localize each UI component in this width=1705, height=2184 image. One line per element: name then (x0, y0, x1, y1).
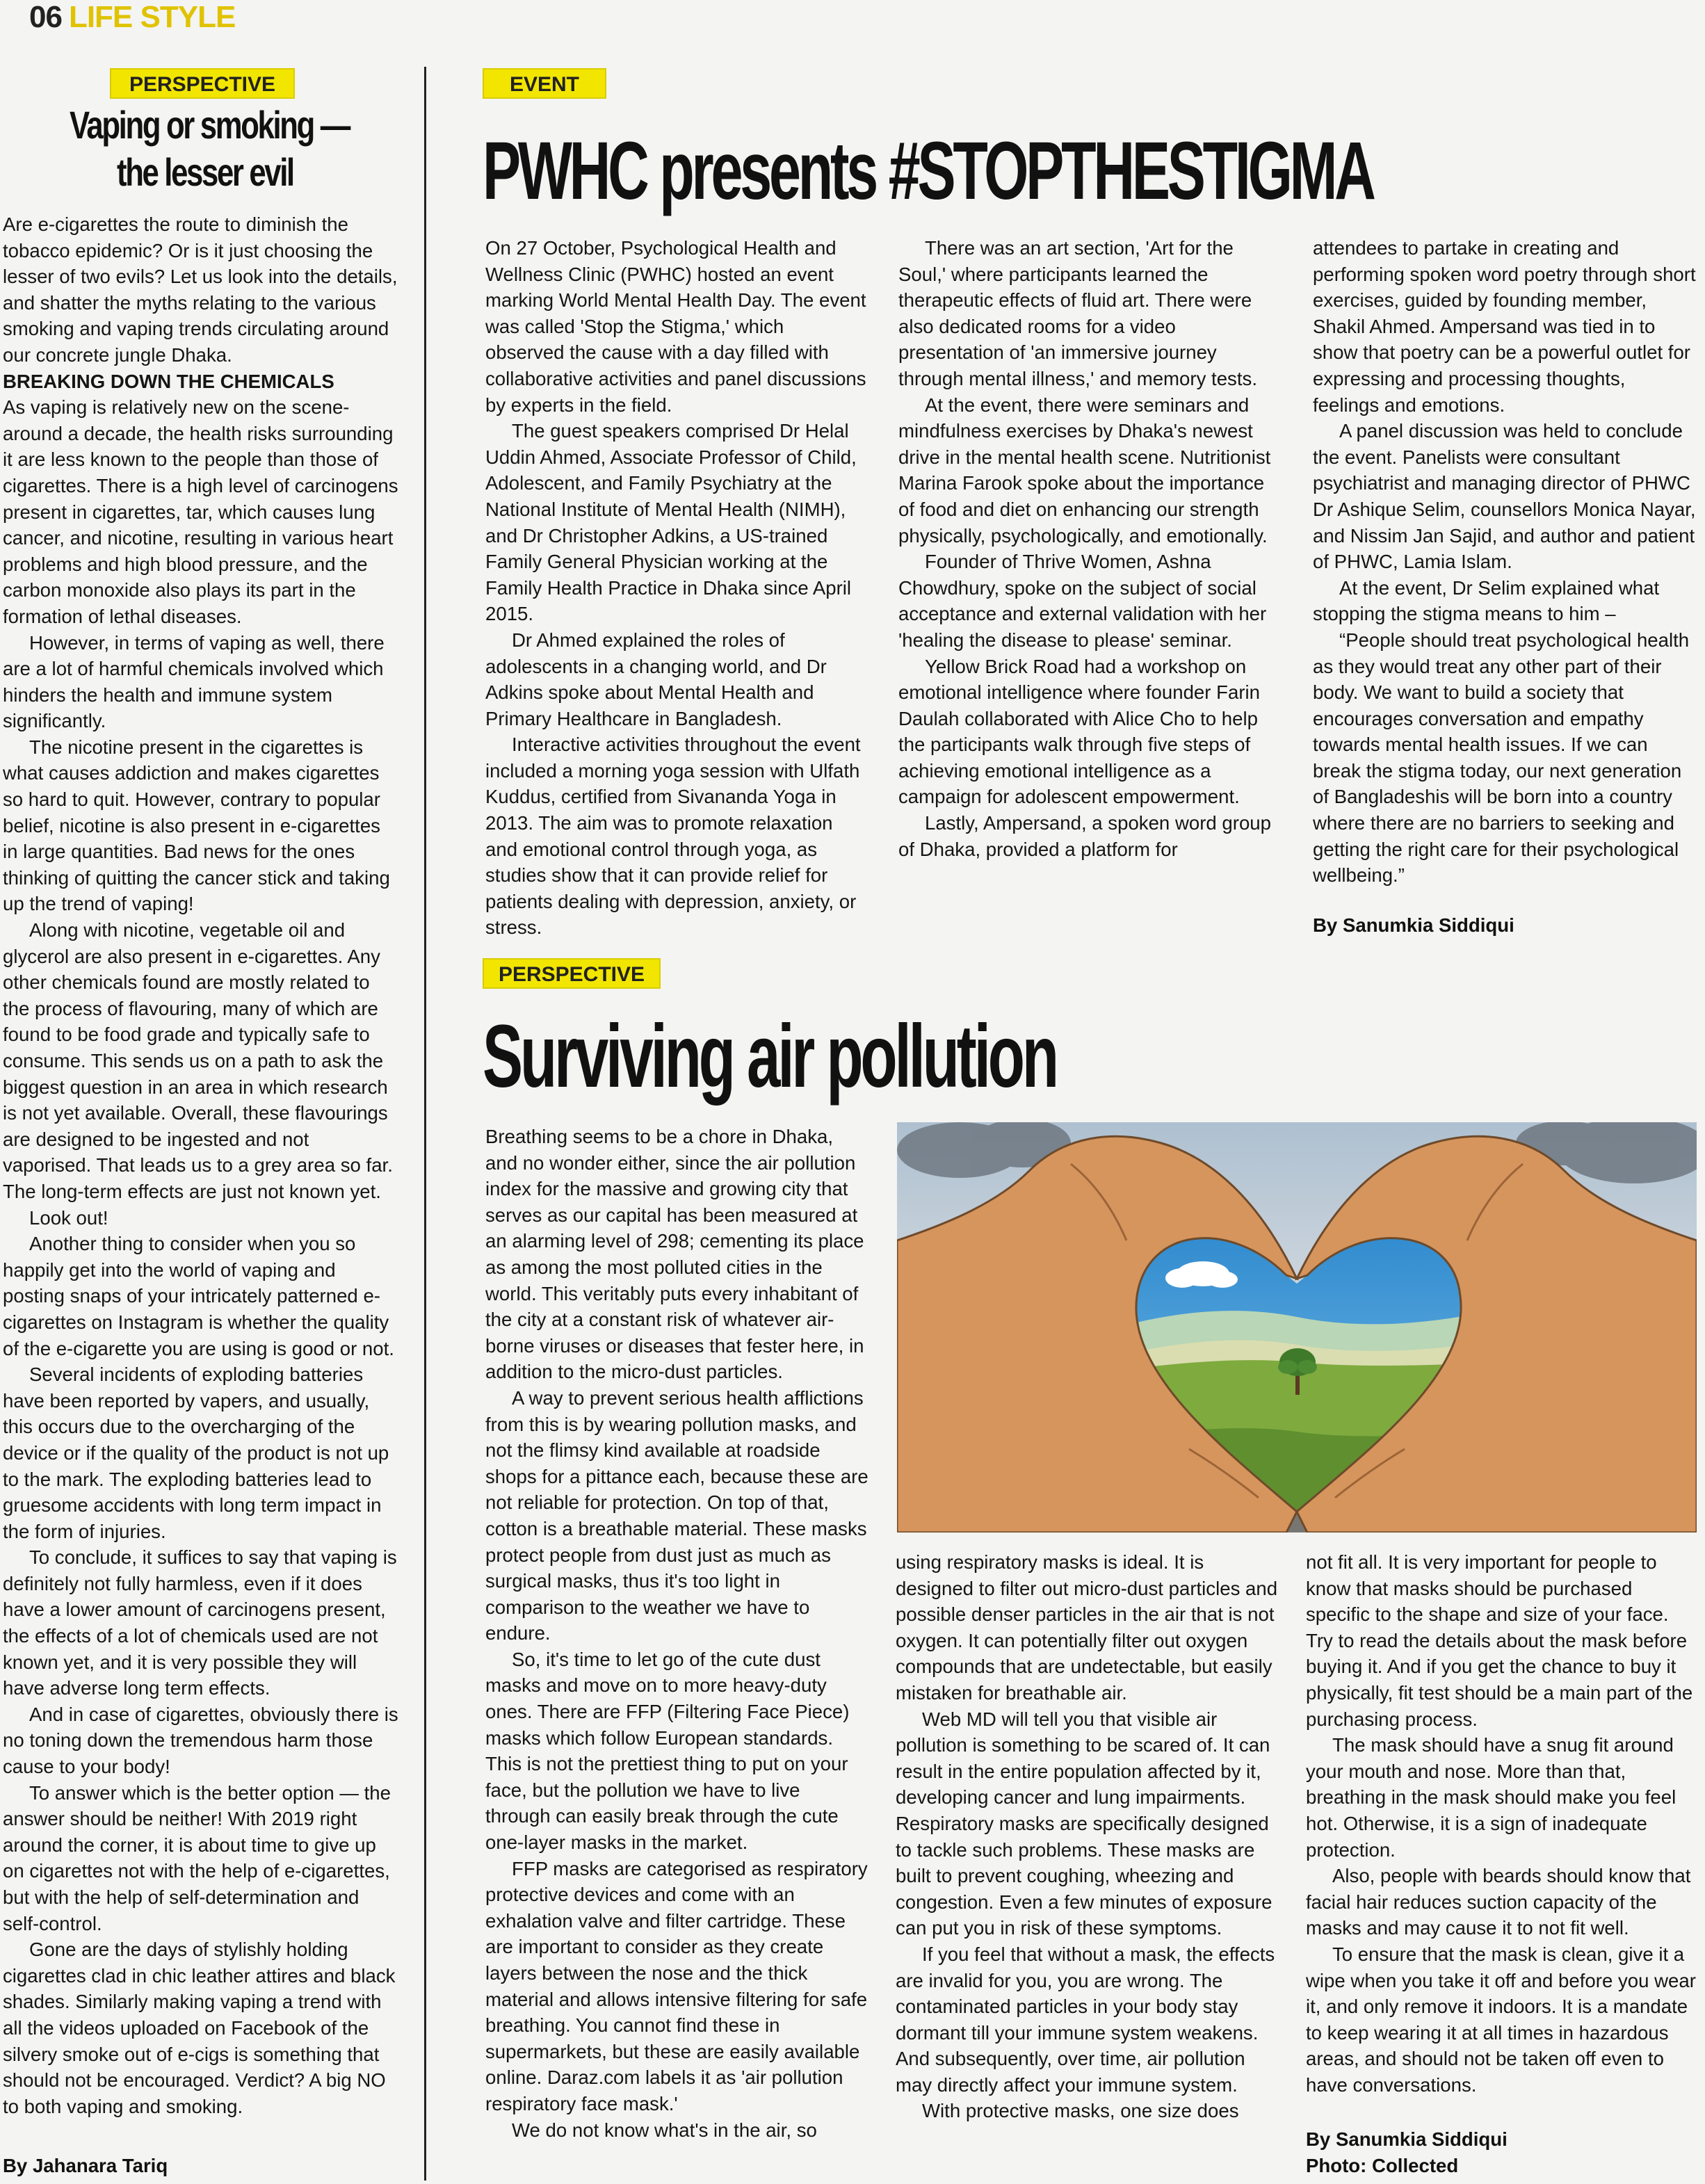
air-paragraph: FFP masks are categorised as respiratory protective devices and come with an exhalation valve and filter cartridge. These are important to consider as they create layers between the nose and the thick material and allows intensive filtering for safe breathing. You cannot find these in supermarkets, but these are easily available online. Daraz.com labels it as 'air pollution respiratory face mask.' (485, 1857, 868, 2114)
pwhc-paragraph: Founder of Thrive Women, Ashna Chowdhury, spoke on the subject of social acceptance and external validation with her 'healing the disease to please' seminar. (898, 551, 1267, 651)
vaping-kicker: PERSPECTIVE (110, 68, 295, 99)
pwhc-paragraph: “People should treat psychological health as they would treat any other part of their body. We want to build a society that encourages conversation and empathy towards mental health issues. If we can break the stigma today, our next generation of Bangladeshis will be born into a country where there are no barriers to seeking and getting the right care for their psychological wellbeing.” (1313, 629, 1690, 887)
section-name: LIFE STYLE (68, 0, 236, 34)
vaping-paragraph: As vaping is relatively new on the scene-around a decade, the health risks surrounding it are less known to the people than those of cigarettes. There is a high level of carcinogens present in cigarettes, tar, which causes lung cancer, and nicotine, resulting in various heart problems and high blood pressure, and the carbon monoxide also plays its part in the formation of lethal diseases. (3, 396, 398, 627)
air-column-1 (485, 1124, 869, 2143)
air-column-2 (896, 1549, 1285, 2124)
pwhc-paragraph: Lastly, Ampersand, a spoken word group of Dhaka, provided a platform for (898, 812, 1271, 860)
pwhc-paragraph: At the event, Dr Selim explained what stopping the stigma means to him – (1313, 576, 1660, 625)
column-divider (424, 67, 426, 2181)
pwhc-paragraph: attendees to partake in creating and performing spoken word poetry through short exercises, guided by founding member, Shakil Ahmed. Ampersand was tied in to show that poetry can be a powerful outlet for expressing and processing thoughts, feelings and emotions. (1313, 237, 1696, 416)
vaping-body (3, 211, 401, 2119)
pwhc-column-3 (1313, 235, 1697, 889)
pwhc-title: PWHC presents #STOPTHESTIGMA (483, 125, 1373, 217)
page-number: 06 (29, 0, 62, 34)
vaping-paragraph: To conclude, it suffices to say that vaping is definitely not fully harmless, even if it does have a lower amount of carcinogens present, the effects of a lot of chemicals used are not known yet, and it is very possible they will have adverse long term effects. (3, 1546, 397, 1699)
air-paragraph: The mask should have a snug fit around your mouth and nose. More than that, breathing in the mask should make you feel hot. Otherwise, it is a sign of inadequate protection. (1306, 1734, 1676, 1861)
pwhc-kicker: EVENT (483, 68, 606, 99)
vaping-paragraph: The nicotine present in the cigarettes is what causes addiction and makes cigarettes so hard to quit. However, contrary to popular belief, nicotine is also present in e-cigarettes in large quantities. Bad news for the ones thinking of quitting the cancer stick and taking up the trend of vaping! (3, 736, 390, 915)
vaping-paragraph: To answer which is the better option — the answer should be neither! With 2019 right around the corner, it is about time to give up on cigarettes not with the help of e-cigarettes, but with the help of self-determination and self-control. (3, 1781, 391, 1934)
air-paragraph: To ensure that the mask is clean, give it a wipe when you take it off and before you wear it, and only remove it indoors. It is a mandate to keep wearing it at all times in hazardous areas, and should not be taken off even to have conversations. (1306, 1943, 1696, 2096)
heart-hands-icon (897, 1122, 1697, 1532)
pwhc-paragraph: At the event, there were seminars and mindfulness exercises by Dhaka's newest drive in the mental health scene. Nutritionist Marina Farook spoke about the importance of food and diet on enhancing our strength physically, psychologically, and emotionally. (898, 394, 1271, 547)
vaping-paragraph: And in case of cigarettes, obviously there is no toning down the tremendous harm those cause to your body! (3, 1703, 398, 1778)
vaping-paragraph: Another thing to consider when you so happily get into the world of vaping and posting snaps of your intricately patterned e-cigarettes on Instagram is whether the quality of the e-cigarette you are using is good or not. (3, 1233, 394, 1359)
air-paragraph: not fit all. It is very important for people to know that masks should be purchased specific to the shape and size of your face. Try to read the details about the mask before buying it. And if you get the chance to buy it physically, fit test should be a main part of the purchasing process. (1306, 1551, 1693, 1730)
pwhc-column-1 (485, 235, 868, 941)
air-byline: By Sanumkia Siddiqui (1306, 2128, 1508, 2150)
pwhc-paragraph: The guest speakers comprised Dr Helal Uddin Ahmed, Associate Professor of Child, Adolescent, and Family Psychiatry at the National Institute of Mental Health (NIMH), and Dr Christopher Adkins, a US-trained Family General Physician working at the Family Health Practice in Dhaka since April 2015. (485, 420, 857, 625)
air-column-3 (1306, 1549, 1697, 2098)
vaping-paragraph: However, in terms of vaping as well, there are a lot of harmful chemicals involved which hinders the health and immune system significantly. (3, 631, 385, 732)
pwhc-paragraph: Yellow Brick Road had a workshop on emotional intelligence where founder Farin Daulah collaborated with Alice Cho to help the participants walk through five steps of achieving emotional intelligence as a campaign for adolescent empowerment. (898, 655, 1260, 808)
pwhc-paragraph: There was an art section, 'Art for the Soul,' where participants learned the therapeutic effects of fluid art. There were also dedicated rooms for a video presentation of 'an immersive journey through mental illness,' and memory tests. (898, 237, 1257, 389)
air-paragraph: We do not know what's in the air, so (512, 2119, 817, 2141)
vaping-paragraph: Are e-cigarettes the route to diminish the tobacco epidemic? Or is it just choosing the lesser of two evils? Let us look into the details, and shatter the myths relating to the various smoking and vaping trends circulating around our concrete jungle Dhaka. (3, 213, 398, 366)
air-title: Surviving air pollution (483, 1007, 1056, 1106)
air-kicker: PERSPECTIVE (483, 958, 661, 989)
air-paragraph: So, it's time to let go of the cute dust masks and move on to more heavy-duty ones. There are FFP (Filtering Face Piece) masks which follow European standards. This is not the prettiest thing to put on your face, but the pollution we have to live through can easily break through the cute one-layer masks in the market. (485, 1648, 850, 1854)
vaping-title-line1: Vaping or smoking — (70, 103, 350, 147)
air-paragraph: With protective masks, one size does (922, 2100, 1239, 2122)
vaping-paragraph: Gone are the days of stylishly holding cigarettes clad in chic leather attires and black shades. Similarly making vaping a trend with all the videos uploaded on Facebook of the silvery smoke out of e-cigs is something that should not be encouraged. Verdict? A big NO to both vaping and smoking. (3, 1939, 396, 2117)
vaping-paragraph: Along with nicotine, vegetable oil and glycerol are also present in e-cigarettes. Any other chemicals found are mostly related to the process of flavouring, many of which are found to be food grade and typically safe to consume. This sends us on a path to ask the biggest question in an area in which research is not yet available. Overall, these flavourings are designed to be ingested and not vaporised. That leads us to a grey area so far. The long-term effects are just not known yet. (3, 919, 393, 1202)
air-paragraph: Also, people with beards should know that facial hair reduces suction capacity of the masks and may cause it to not fit well. (1306, 1865, 1691, 1939)
pwhc-byline: By Sanumkia Siddiqui (1313, 914, 1514, 936)
air-paragraph: Breathing seems to be a chore in Dhaka, and no wonder either, since the air pollution index for the massive and growing city that serves as our capital has been measured at an alarming level of 298; cementing its place as among the most polluted cities in the world. This veritably puts every inhabitant of the city at a constant risk of whatever air-borne viruses or diseases that fester here, in addition to the micro-dust particles. (485, 1126, 864, 1383)
vaping-paragraph: Look out! (29, 1206, 108, 1229)
vaping-title-line2: the lesser evil (117, 150, 293, 194)
pwhc-paragraph: Dr Ahmed explained the roles of adolescents in a changing world, and Dr Adkins spoke about Mental Health and Primary Healthcare in Bangladesh. (485, 629, 827, 729)
pwhc-paragraph: Interactive activities throughout the event included a morning yoga session with Ulfath Kuddus, certified from Sivananda Yoga in 2013. The aim was to promote relaxation and emotional control through yoga, as studies show that it can provide relief for patients dealing with depression, anxiety, or stress. (485, 734, 861, 939)
heart-hands-illustration (897, 1122, 1697, 1532)
air-paragraph: using respiratory masks is ideal. It is designed to filter out micro-dust particles and possible denser particles in the air that is not oxygen. It can potentially filter out oxygen compounds that are undetectable, but easily mistaken for breathable air. (896, 1551, 1278, 1704)
page-folio (29, 0, 235, 42)
air-paragraph: Web MD will tell you that visible air pollution is something to be scared of. It can result in the entire population affected by it, developing cancer and lung impairments. Respiratory masks are specifically designed to tackle such problems. These masks are built to prevent coughing, wheezing and congestion. Even a few minutes of exposure can put you in risk of these symptoms. (896, 1708, 1272, 1939)
vaping-byline: By Jahanara Tariq (3, 2155, 168, 2176)
vaping-paragraph: Several incidents of exploding batteries have been reported by vapers, and usually, this occurs due to the overcharging of the device or if the quality of the product is not up to the mark. The exploding batteries lead to gruesome accidents with long term impact in the form of injuries. (3, 1364, 389, 1542)
pwhc-paragraph: A panel discussion was held to conclude the event. Panelists were consultant psychiatrist and managing director of PHWC Dr Ashique Selim, counsellors Monica Nayar, and Nissim Jan Sajid, and author and patient of PHWC, Lamia Islam. (1313, 420, 1696, 573)
pwhc-column-2 (898, 235, 1282, 862)
pwhc-paragraph: On 27 October, Psychological Health and Wellness Clinic (PWHC) hosted an event marking World Mental Health Day. The event was called 'Stop the Stigma,' which observed the cause with a day filled with collaborative activities and panel discussions by experts in the field. (485, 237, 866, 416)
air-paragraph: If you feel that without a mask, the effects are invalid for you, you are wrong. The contaminated particles in your body stay dormant till your immune system weakens. And subsequently, over time, air pollution may directly affect your immune system. (896, 1943, 1275, 2096)
air-photo-credit: Photo: Collected (1306, 2155, 1459, 2176)
air-paragraph: A way to prevent serious health afflictions from this is by wearing pollution masks, and not the flimsy kind available at roadside shops for a pittance each, because these are not reliable for protection. On top of that, cotton is a breathable material. These masks protect people from dust just as much as surgical masks, thus it's too light in comparison to the weather we have to endure. (485, 1386, 868, 1644)
vaping-subhead: BREAKING DOWN THE CHEMICALS (3, 370, 334, 392)
